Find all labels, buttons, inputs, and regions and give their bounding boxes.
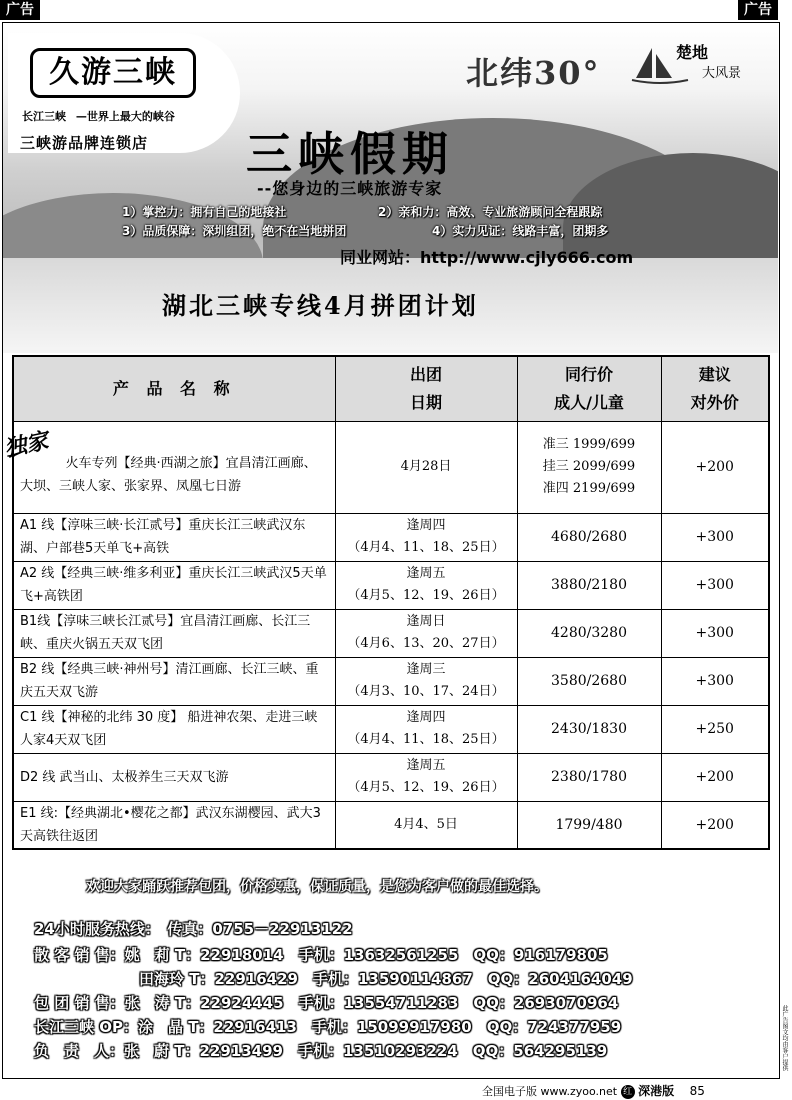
peer-price: 3580/2680 [517,657,661,705]
product-name: C1 线【神秘的北纬 30 度】 船进神农架、走进三峡人家4天双飞团 [13,705,335,753]
peer-price: 2430/1830 [517,705,661,753]
departure-date: 逢周四 （4月4、11、18、25日） [335,705,517,753]
header-date: 出团 日期 [335,356,517,421]
hotline: 24小时服务热线： 传真：0755－22913122 [34,920,353,938]
tour-table [12,355,770,850]
table-header [13,356,769,421]
exclusive-label: 独家 [2,427,51,463]
feature-1: 1）掌控力：拥有自己的地接社 [122,205,287,219]
peer-price: 4280/3280 [517,609,661,657]
product-name: B1线【淳味三峡长江贰号】宜昌清江画廊、长江三峡、重庆火锅五天双飞团 [13,609,335,657]
departure-date: 4月4、5日 [335,801,517,849]
table-row [13,657,769,705]
feature-2: 2）亲和力：高效、专业旅游顾问全程跟踪 [378,205,603,219]
product-name: A1 线【淳味三峡·长江贰号】重庆长江三峡武汉东湖、户部巷5天单飞+高铁 [13,513,335,561]
peer-price: 准三 1999/699 挂三 2099/699 准四 2199/699 [517,421,661,513]
product-name: D2 线 武当山、太极养生三天双飞游 [13,753,335,801]
departure-date: 逢周五 （4月5、12、19、26日） [335,561,517,609]
footer-region: 深港版 [638,1084,675,1098]
table-row [13,513,769,561]
header-price: 同行价 成人/儿童 [517,356,661,421]
suggested-price: +250 [661,705,769,753]
departure-date: 逢周五 （4月5、12、19、26日） [335,753,517,801]
plan-title: 湖北三峡专线4月拼团计划 [162,291,479,320]
suggested-price: +300 [661,609,769,657]
product-name: B2 线【经典三峡·神州号】清江画廊、长江三峡、重庆五天双飞游 [13,657,335,705]
peer-price: 4680/2680 [517,513,661,561]
peer-price: 2380/1780 [517,753,661,801]
header-suggest: 建议 对外价 [661,356,769,421]
contact-row: 田海玲 T：22916429 手机：13590114867 QQ：2604164049 [34,970,633,988]
table-row [13,609,769,657]
departure-date: 逢周日 （4月6、13、20、27日） [335,609,517,657]
peer-price: 3880/2180 [517,561,661,609]
feature-4: 4）实力见证：线路丰富，团期多 [432,224,609,238]
peer-price: 1799/480 [517,801,661,849]
logo-tagline: 长江三峡 —世界上最大的峡谷 [22,110,175,123]
contact-row: 包 团 销 售：张 涛 T：22924445 手机：13554711283 QQ：2693070964 [34,994,619,1012]
contact-row: 负 责 人：张 蔚 T：22913499 手机：13510293224 QQ：564295139 [34,1042,608,1060]
suggested-price: +300 [661,513,769,561]
brand-name: 三峡假期 [246,127,454,181]
suggested-price: +200 [661,801,769,849]
departure-date: 逢周四 （4月4、11、18、25日） [335,513,517,561]
table-row [13,753,769,801]
suggested-price: +200 [661,421,769,513]
table-row [13,561,769,609]
departure-date: 逢周三 （4月3、10、17、24日） [335,657,517,705]
ad-tag-left: 广告 [0,0,40,20]
suggested-price: +300 [661,561,769,609]
chudi-logo-sub: 大风景 [702,66,742,81]
red-badge-icon: 红 [621,1085,635,1099]
suggested-price: +300 [661,657,769,705]
footer [482,1082,705,1099]
contact-row: 长江三峡 OP：涂 晶 T：22916413 手机：15099917980 QQ：724377959 [34,1018,622,1036]
chudi-logo: 楚地 [676,43,709,62]
welcome-text: 欢迎大家踊跃推荐包团，价格实惠，保证质量，是您为客户做的最佳选择。 [86,879,548,895]
product-name: 火车专列【经典·西湖之旅】宜昌清江画廊、大坝、三峡人家、张家界、凤凰七日游 [13,421,335,513]
table-row [13,421,769,513]
table-row [13,705,769,753]
footer-edition: 全国电子版 www.zyoo.net [482,1085,618,1098]
ad-tag-right: 广告 [738,0,778,20]
beiwei-logo: 北纬30° [466,54,601,92]
contact-row: 散 客 销 售：姚 莉 T：22918014 手机：13632561255 QQ：916179805 [34,946,608,964]
suggested-price: +200 [661,753,769,801]
product-name: A2 线【经典三峡·维多利亚】重庆长江三峡武汉5天单飞+高铁团 [13,561,335,609]
logo-brand: 三峡游品牌连锁店 [20,134,149,152]
side-note: 此广告图文均由客户提供 [781,1005,788,1071]
feature-3: 3）品质保障：深圳组团，绝不在当地拼团 [122,224,347,238]
table-row [13,801,769,849]
page-number: 85 [689,1084,705,1098]
header-name: 产 品 名 称 [13,356,335,421]
departure-date: 4月28日 [335,421,517,513]
website: 同业网站：http://www.cjly666.com [340,248,634,267]
logo-mark: 久游三峡 [30,48,196,98]
product-name: E1 线:【经典湖北•樱花之都】武汉东湖樱园、武大3天高铁往返团 [13,801,335,849]
brand-slogan: --您身边的三峡旅游专家 [257,179,443,198]
